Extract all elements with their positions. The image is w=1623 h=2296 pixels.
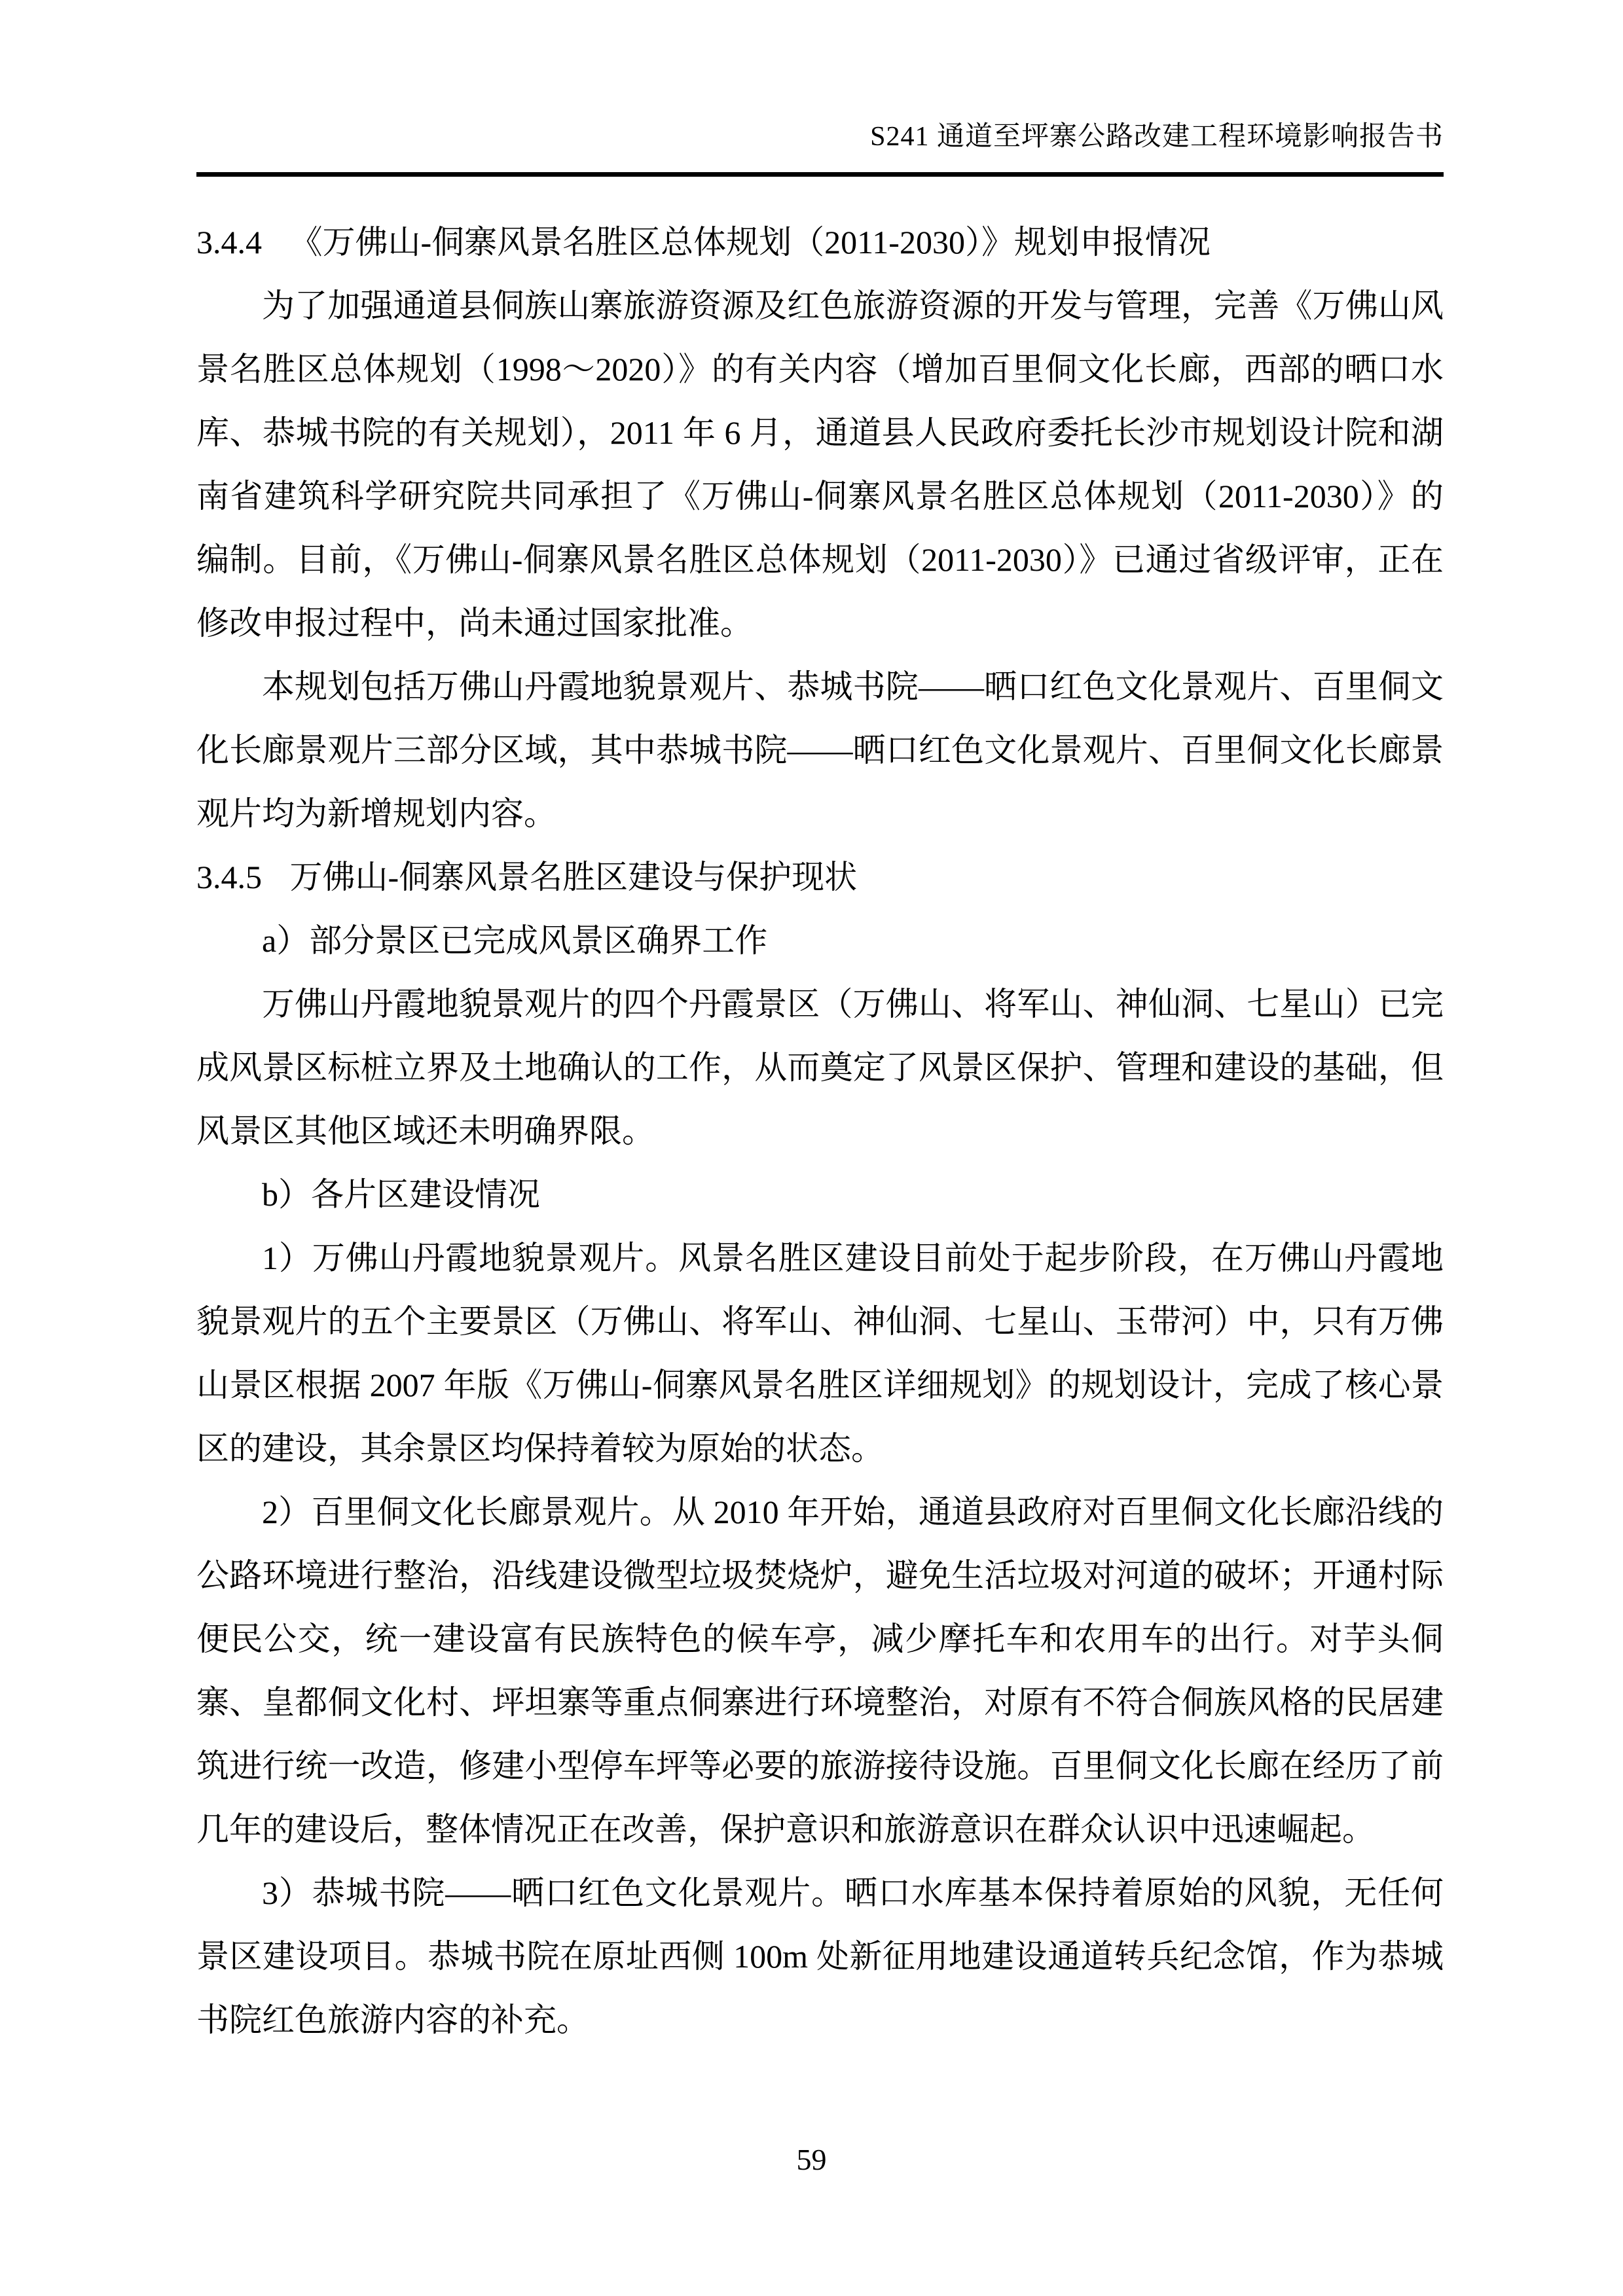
page-number: 59 (796, 2143, 827, 2176)
section-title: 万佛山-侗寨风景名胜区建设与保护现状 (289, 859, 858, 895)
list-item-3: 3）恭城书院——晒口红色文化景观片。晒口水库基本保持着原始的风貌，无任何景区建设项目。恭城书院在原址西侧 100m 处新征用地建设通道转兵纪念馆，作为恭城书院红色旅游内容的补充。 (196, 1874, 1444, 2038)
section-title: 《万佛山-侗寨风景名胜区总体规划（2011-2030）》规划申报情况 (289, 224, 1211, 260)
header-rule (196, 172, 1444, 177)
section-number: 3.4.5 (196, 859, 262, 895)
list-item-a: a）部分景区已完成风景区确界工作 (262, 922, 768, 959)
paragraph: 为了加强通道县侗族山寨旅游资源及红色旅游资源的开发与管理，完善《万佛山风景名胜区总体规划（1998～2020）》的有关内容（增加百里侗文化长廊，西部的晒口水库、恭城书院的有关规划），2011 年 6 月，通道县人民政府委托长沙市规划设计院和湖南省建筑科学研究院共同承担了《万佛山-侗寨风景名胜区总体规划（2011-2030）》的编制。目前，《万佛山-侗寨风景名胜区总体规划（2011-2030）》已通过省级评审，正在修改申报过程中，尚未通过国家批准。 (196, 287, 1444, 641)
section-number: 3.4.4 (196, 224, 262, 260)
page-footer (0, 2140, 1623, 2179)
paragraph: 本规划包括万佛山丹霞地貌景观片、恭城书院——晒口红色文化景观片、百里侗文化长廊景观片三部分区域，其中恭城书院——晒口红色文化景观片、百里侗文化长廊景观片均为新增规划内容。 (196, 668, 1444, 832)
header-title: S241 通道至坪寨公路改建工程环境影响报告书 (870, 122, 1444, 152)
document-content (196, 211, 1444, 2052)
page-header (196, 117, 1444, 157)
list-item-1: 1）万佛山丹霞地貌景观片。风景名胜区建设目前处于起步阶段，在万佛山丹霞地貌景观片的五个主要景区（万佛山、将军山、神仙洞、七星山、玉带河）中，只有万佛山景区根据 2007 年版《万佛山-侗寨风景名胜区详细规划》的规划设计，完成了核心景区的建设，其余景区均保持着较为原始的状态。 (196, 1240, 1444, 1467)
list-item-b: b）各片区建设情况 (262, 1176, 540, 1213)
section-heading-3-4-5 (196, 846, 1444, 909)
list-item-2: 2）百里侗文化长廊景观片。从 2010 年开始，通道县政府对百里侗文化长廊沿线的公路环境进行整治，沿线建设微型垃圾焚烧炉，避免生活垃圾对河道的破坏；开通村际便民公交，统一建设富有民族特色的候车亭，减少摩托车和农用车的出行。对芋头侗寨、皇都侗文化村、坪坦寨等重点侗寨进行环境整治，对原有不符合侗族风格的民居建筑进行统一改造，修建小型停车坪等必要的旅游接待设施。百里侗文化长廊在经历了前几年的建设后，整体情况正在改善，保护意识和旅游意识在群众认识中迅速崛起。 (196, 1494, 1444, 1848)
section-heading-3-4-4 (196, 211, 1444, 274)
paragraph: 万佛山丹霞地貌景观片的四个丹霞景区（万佛山、将军山、神仙洞、七星山）已完成风景区标桩立界及土地确认的工作，从而奠定了风景区保护、管理和建设的基础，但风景区其他区域还未明确界限。 (196, 986, 1444, 1149)
